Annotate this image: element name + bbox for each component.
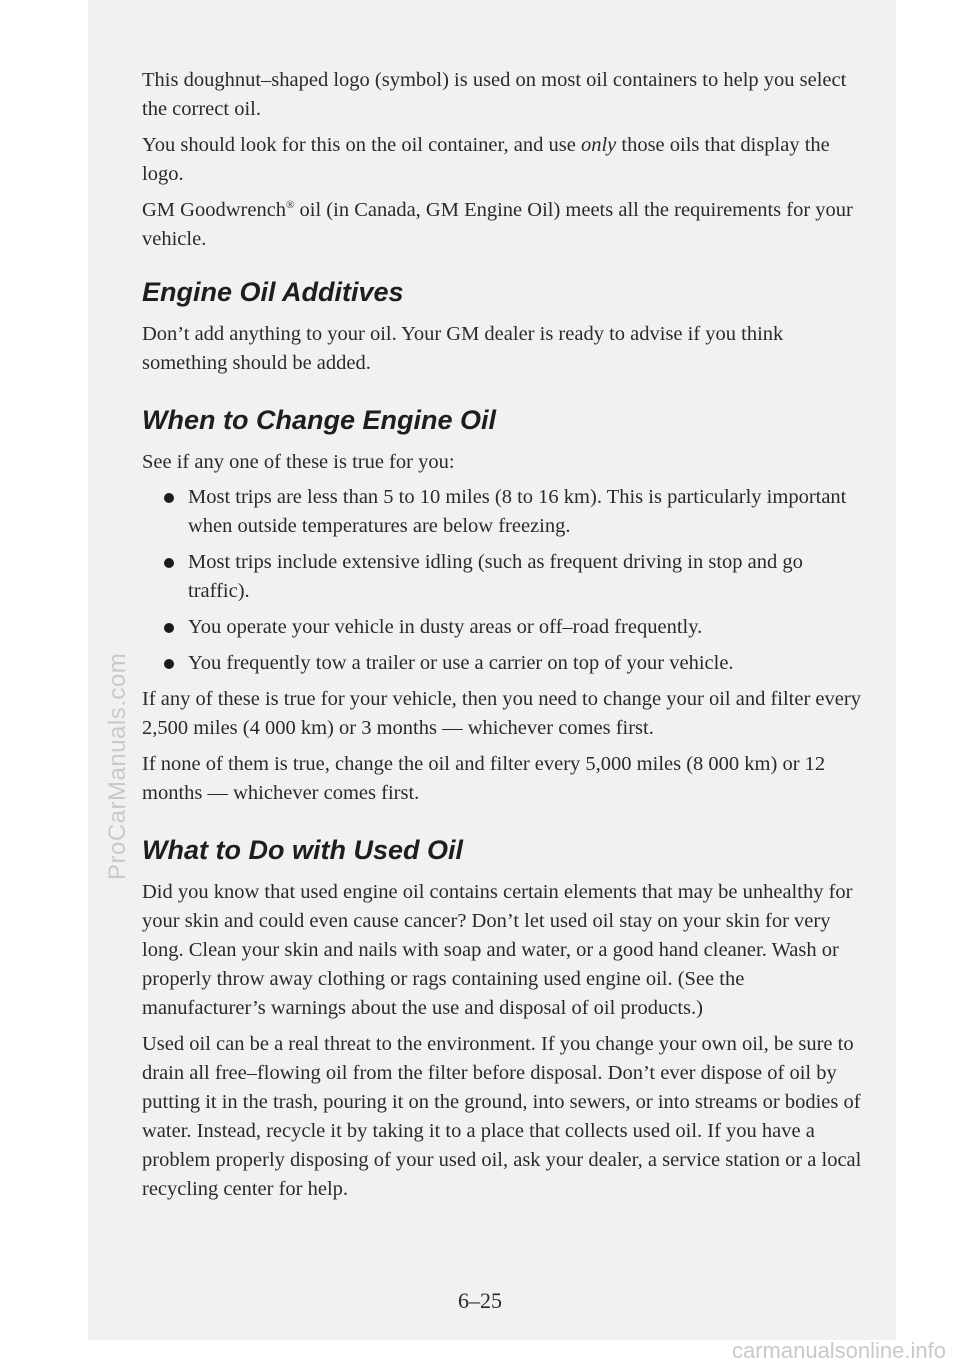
intro-text: GM Goodwrench bbox=[142, 199, 287, 221]
heading-when-to-change: When to Change Engine Oil bbox=[142, 405, 496, 435]
intro-text: You should look for this on the oil container, and use bbox=[142, 134, 581, 156]
bullet-icon bbox=[164, 558, 174, 568]
bullet-icon bbox=[164, 623, 174, 633]
list-item-text: You operate your vehicle in dusty areas or off–road frequently. bbox=[188, 616, 703, 638]
intro-text: oil (in Canada, GM Engine Oil) meets all the requirements for your vehicle. bbox=[142, 199, 853, 250]
registered-mark: ® bbox=[286, 199, 295, 211]
list-item bbox=[164, 483, 862, 541]
additives-paragraph: Don’t add anything to your oil. Your GM dealer is ready to advise if you think something should be added. bbox=[142, 323, 784, 374]
heading-engine-oil-additives: Engine Oil Additives bbox=[142, 277, 404, 307]
list-item-text: You frequently tow a trailer or use a carrier on top of your vehicle. bbox=[188, 652, 734, 674]
list-item-text: Most trips are less than 5 to 10 miles (8 to 16 km). This is particularly important when outside temperatures are below freezing. bbox=[188, 486, 847, 537]
if-true-paragraph: If any of these is true for your vehicle, then you need to change your oil and filter every 2,500 miles (4 000 km) or 3 months — whichever comes first. bbox=[142, 688, 861, 739]
used-oil-paragraph-environment: Used oil can be a real threat to the environment. If you change your own oil, be sure to drain all free–flowing oil from the filter before disposal. Don’t ever dispose of oil by putting it in the trash, pouring it on the ground, into sewers, or into streams or bodies of water. Instead, recycle it by taking it to a place that collects used oil. If you have a problem properly disposing of your used oil, ask your dealer, a service station or a local recycling center for help. bbox=[142, 1033, 862, 1200]
emphasis-only: only bbox=[580, 134, 617, 156]
side-watermark: ProCarManuals.com bbox=[104, 652, 131, 880]
bullet-icon bbox=[164, 659, 174, 669]
heading-used-oil: What to Do with Used Oil bbox=[142, 835, 463, 865]
when-intro-paragraph: See if any one of these is true for you: bbox=[142, 451, 455, 473]
intro-paragraph-goodwrench bbox=[142, 196, 862, 254]
bullet-icon bbox=[164, 493, 174, 503]
bottom-watermark: carmanualsonline.info bbox=[731, 1338, 946, 1363]
list-item bbox=[164, 613, 862, 642]
list-item bbox=[164, 649, 862, 678]
list-item-text: Most trips include extensive idling (such as frequent driving in stop and go traffic). bbox=[188, 551, 803, 602]
used-oil-paragraph-health: Did you know that used engine oil contains certain elements that may be unhealthy for your skin and could even cause cancer? Don’t let used oil stay on your skin for very long. Clean your skin and nails with soap and water, or a good hand cleaner. Wash or properly throw away clothing or rags containing used engine oil. (See the manufacturer’s warnings about the use and disposal of oil products.) bbox=[142, 881, 853, 1019]
intro-paragraph-look-for bbox=[142, 131, 862, 189]
conditions-list bbox=[142, 483, 862, 678]
page-number: 6–25 bbox=[458, 1288, 502, 1313]
list-item bbox=[164, 548, 862, 606]
intro-paragraph-logo: This doughnut–shaped logo (symbol) is used on most oil containers to help you select the correct oil. bbox=[142, 69, 847, 120]
intro-text: those oils that display the logo. bbox=[142, 134, 830, 185]
page-content bbox=[142, 66, 862, 1204]
if-none-paragraph: If none of them is true, change the oil and filter every 5,000 miles (8 000 km) or 12 months — whichever comes first. bbox=[142, 753, 826, 804]
